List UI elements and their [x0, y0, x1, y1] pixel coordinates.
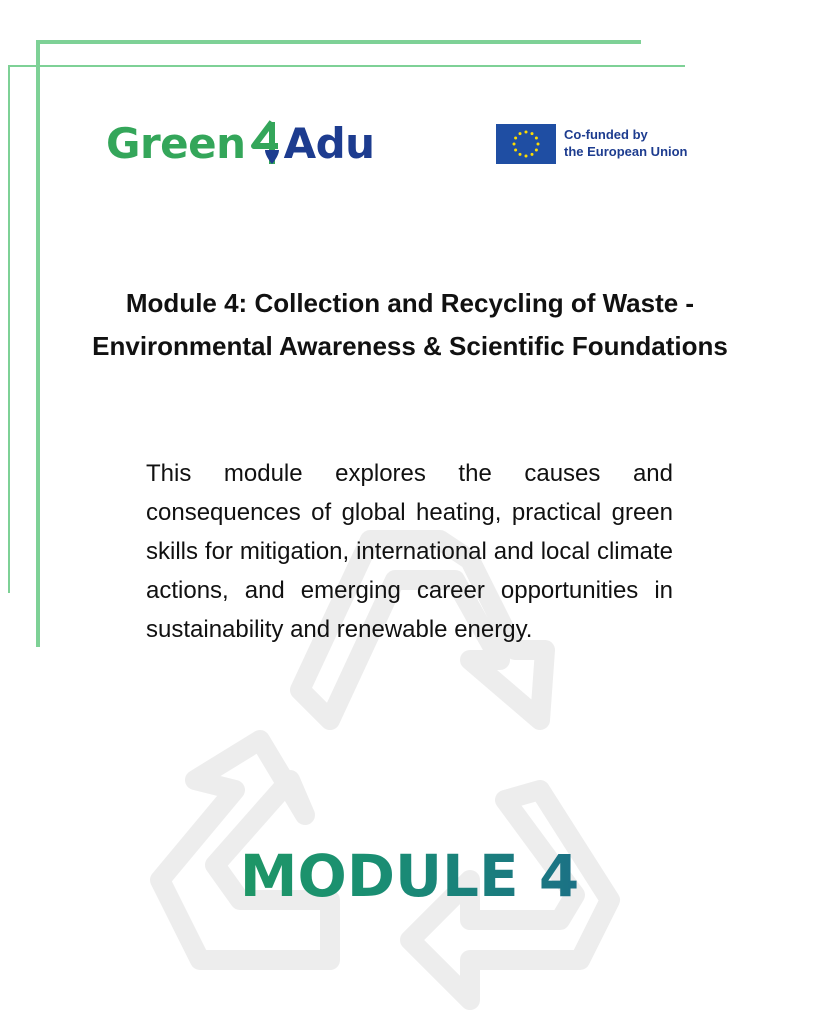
eu-star	[531, 153, 534, 156]
eu-star	[519, 153, 522, 156]
four-pin-icon	[246, 120, 284, 166]
eu-star	[525, 131, 528, 134]
eu-star	[535, 137, 538, 140]
page-title: Module 4: Collection and Recycling of Waste - Environmental Awareness & Scientific Foundations	[92, 288, 728, 361]
module-label: MODULE 4	[0, 836, 819, 916]
eu-star	[513, 143, 516, 146]
module-description: This module explores the causes and consequences of global heating, practical green skills for mitigation, international and local climate actions, and emerging career opportunities in sustainability and renewable energy.	[146, 460, 673, 643]
eu-star	[535, 149, 538, 152]
logo-text-green: Green	[106, 119, 246, 168]
eu-star	[525, 155, 528, 158]
eu-star	[514, 149, 517, 152]
eu-flag-icon	[496, 124, 556, 164]
eu-star	[537, 143, 540, 146]
eu-cofunded-text: Co-funded by the European Union	[564, 127, 688, 159]
eu-star	[531, 132, 534, 135]
logo-text-blue: Adu	[283, 119, 375, 168]
eu-star	[519, 132, 522, 135]
green4adu-logo	[106, 118, 375, 170]
eu-star	[514, 137, 517, 140]
